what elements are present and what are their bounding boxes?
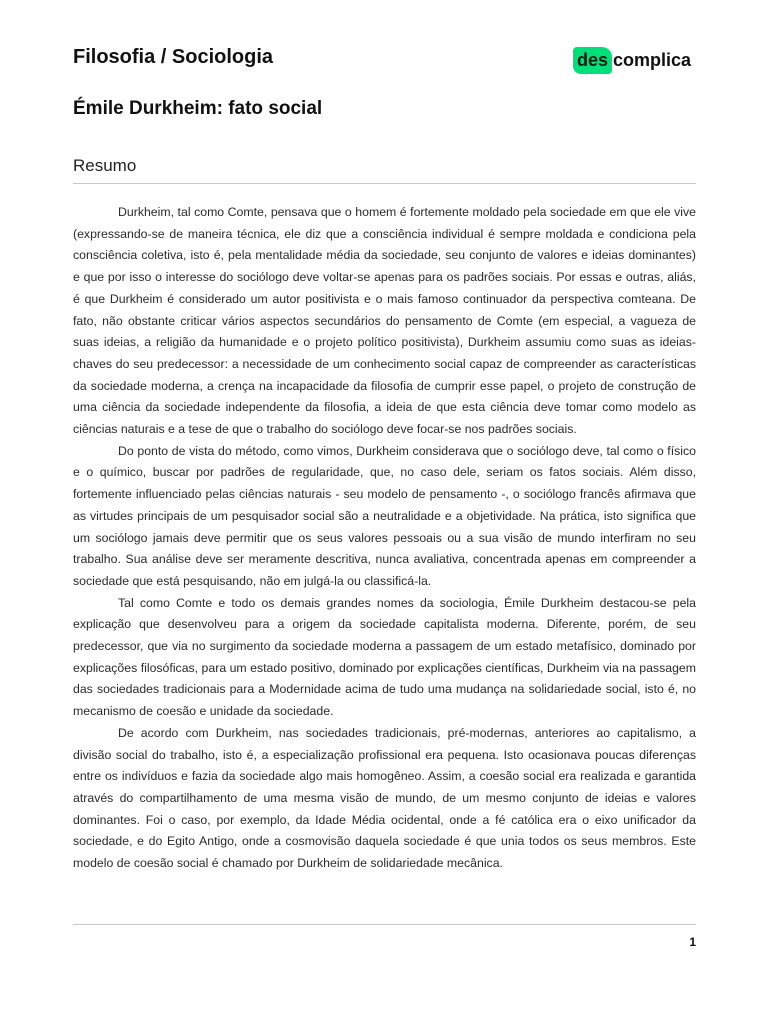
paragraph: Do ponto de vista do método, como vimos, Durkheim considerava que o sociólogo deve, tal como o físico e o químico, buscar por padrões de regularidade, que, no caso dele, seriam os fatos sociais. Além disso, fortemente influenciado pelas ciências naturais - seu modelo de pensamento -, o sociólogo francês afirmava que as virtudes principais de um pesquisador social são a neutralidade e a objetividade. Na prática, isto significa que um sociólogo jamais deve permitir que os seus valores pessoais ou a sua visão de mundo interfiram no seu trabalho. Sua análise deve ser meramente descritiva, nunca avaliativa, concentrada apenas em compreender a sociedade que está pesquisando, não em julgá-la ou classificá-la.	[73, 443, 696, 588]
logo-wordmark: complica	[613, 50, 692, 70]
section-divider	[73, 183, 696, 184]
subject-heading: Filosofia / Sociologia	[73, 46, 274, 68]
paragraph: De acordo com Durkheim, nas sociedades tradicionais, pré-modernas, anteriores ao capitalismo, a divisão social do trabalho, isto é, a especialização profissional era pequena. Isto ocasionava poucas diferenças entre os indivíduos e fazia da sociedade algo mais homogêneo. Assim, a coesão social era realizada e garantida através do compartilhamento de uma mesma visão de mundo, de um mesmo conjunto de ideias e valores dominantes. Foi o caso, por exemplo, da Idade Média ocidental, onde a fé católica era o eixo unificador da sociedade, e do Egito Antigo, onde a cosmovisão daquela sociedade é que unia todos os seus membros. Este modelo de coesão social é chamado por Durkheim de solidariedade mecânica.	[73, 725, 696, 871]
document-title: Émile Durkheim: fato social	[73, 98, 323, 119]
footer-divider	[73, 924, 696, 925]
descomplica-logo	[573, 45, 691, 75]
section-heading: Resumo	[73, 156, 137, 175]
page-number: 1	[689, 935, 696, 949]
logo-badge: des	[573, 47, 612, 74]
body-text	[73, 202, 696, 875]
paragraph: Durkheim, tal como Comte, pensava que o homem é fortemente moldado pela sociedade em que ele vive (expressando-se de maneira técnica, ele diz que a consciência individual é sempre moldada e condiciona pela consciência coletiva, isto é, pela mentalidade média da sociedade, seu conjunto de valores e ideias dominantes) e que por isso o interesse do sociólogo deve voltar-se apenas para os padrões sociais. Por essas e outras, aliás, é que Durkheim é considerado um autor positivista e o mais famoso continuador da perspectiva comteana. De fato, não obstante criticar vários aspectos secundários do pensamento de Comte (em especial, a vagueza de suas ideias, a religião da humanidade e o projeto político positivista), Durkheim assumiu como suas as ideias-chaves do seu predecessor: a necessidade de um conhecimento social capaz de compreender as características da sociedade moderna, a crença na incapacidade da filosofia de cumprir esse papel, o projeto de construção de uma ciência da sociedade independente da filosofia, a ideia de que esta ciência deve tomar como modelo as ciências naturais e a tese de que o trabalho do sociólogo deve focar-se nos padrões sociais.	[73, 205, 696, 437]
paragraph: Tal como Comte e todo os demais grandes nomes da sociologia, Émile Durkheim destacou-se pela explicação que desenvolveu para a origem da sociedade capitalista moderna. Diferente, porém, de seu predecessor, que via no surgimento da sociedade moderna a passagem de um estado metafísico, dominado por explicações filosóficas, para um estado positivo, dominado por explicações científicas, Durkheim via na passagem das sociedades tradicionais para a Modernidade acima de tudo uma mudança na solidariedade social, isto é, no mecanismo de coesão e unidade da sociedade.	[73, 595, 696, 719]
